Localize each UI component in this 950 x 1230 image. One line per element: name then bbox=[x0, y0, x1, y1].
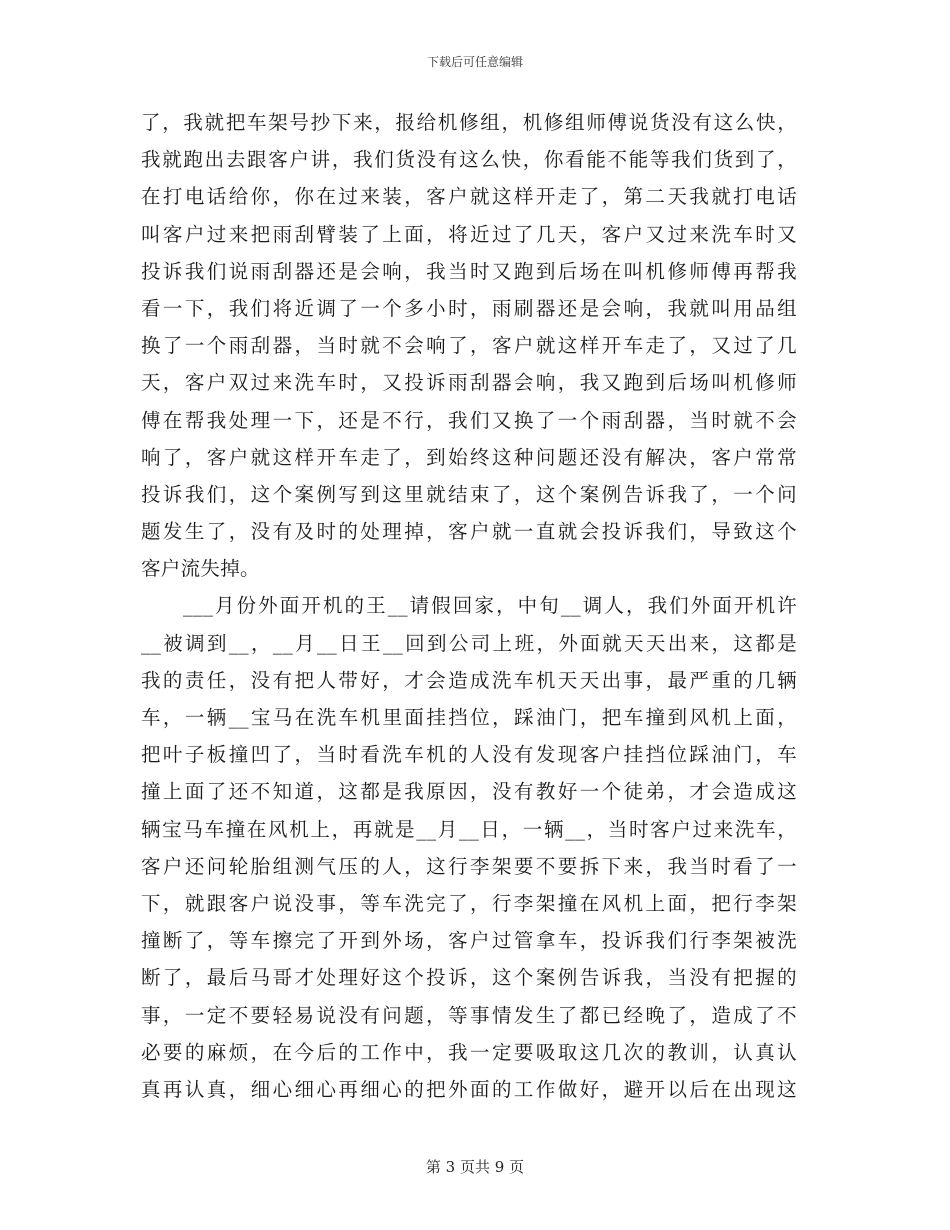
body-text bbox=[141, 104, 797, 1108]
text-line: 断了，最后马哥才处理好这个投诉，这个案例告诉我，当没有把握的 bbox=[141, 966, 797, 990]
text-line: 下，就跟客户说没事，等车洗完了，行李架撞在风机上面，把行李架 bbox=[141, 891, 797, 915]
text-line: 车，一辆__宝马在洗车机里面挂挡位，踩油门，把车撞到风机上面， bbox=[141, 706, 797, 729]
text-line: 我的责任，没有把人带好，才会造成洗车机天天出事，最严重的几辆 bbox=[141, 668, 797, 692]
text-line: 撞断了，等车擦完了开到外场，客户过管拿车，投诉我们行李架被洗 bbox=[141, 929, 797, 953]
text-line: 天，客户双过来洗车时，又投诉雨刮器会响，我又跑到后场叫机修师 bbox=[141, 371, 797, 395]
text-line: 在打电话给你，你在过来装，客户就这样开走了，第二天我就打电话 bbox=[141, 185, 797, 209]
text-line: 傅在帮我处理一下，还是不行，我们又换了一个雨刮器，当时就不会 bbox=[141, 408, 797, 432]
text-line: 真再认真，细心细心再细心的把外面的工作做好，避开以后在出现这 bbox=[141, 1077, 797, 1101]
text-line: 事，一定不要轻易说没有问题，等事情发生了都已经晚了，造成了不 bbox=[141, 1003, 797, 1027]
text-line: 叫客户过来把雨刮臂装了上面，将近过了几天，客户又过来洗车时又 bbox=[141, 222, 797, 246]
text-line: 投诉我们，这个案例写到这里就结束了，这个案例告诉我了，一个问 bbox=[141, 482, 797, 506]
text-line: 必要的麻烦，在今后的工作中，我一定要吸取这几次的教训，认真认 bbox=[141, 1040, 797, 1064]
text-line: 客户还问轮胎组测气压的人，这行李架要不要拆下来，我当时看了一 bbox=[141, 854, 797, 878]
text-line: 把叶子板撞凹了，当时看洗车机的人没有发现客户挂挡位踩油门，车 bbox=[141, 743, 797, 767]
text-line: __被调到__，__月__日王__回到公司上班，外面就天天出来，这都是 bbox=[141, 631, 797, 655]
text-line: 看一下，我们将近调了一个多小时，雨刷器还是会响，我就叫用品组 bbox=[141, 296, 797, 320]
text-line: 题发生了，没有及时的处理掉，客户就一直就会投诉我们，导致这个 bbox=[141, 520, 797, 544]
page-header: 下载后可任意编辑 bbox=[426, 55, 523, 69]
text-line: 响了，客户就这样开车走了，到始终这种问题还没有解决，客户常常 bbox=[141, 445, 797, 469]
page-footer: 第 3 页共 9 页 bbox=[425, 1158, 525, 1176]
text-line: 辆宝马车撞在风机上，再就是__月__日，一辆__，当时客户过来洗车， bbox=[141, 817, 797, 841]
text-line: 换了一个雨刮器，当时就不会响了，客户就这样开车走了，又过了几 bbox=[141, 334, 797, 358]
text-line: 了，我就把车架号抄下来，报给机修组，机修组师傅说货没有这么快， bbox=[141, 111, 797, 134]
text-line: 投诉我们说雨刮器还是会响，我当时又跑到后场在叫机修师傅再帮我 bbox=[141, 259, 797, 283]
text-line: 客户流失掉。 bbox=[141, 557, 260, 581]
paragraph-first-line: ___月份外面开机的王__请假回家，中旬__调人，我们外面开机许 bbox=[183, 594, 797, 618]
text-line: 撞上面了还不知道，这都是我原因，没有教好一个徒弟，才会造成这 bbox=[141, 780, 797, 804]
text-line: 我就跑出去跟客户讲，我们货没有这么快，你看能不能等我们货到了， bbox=[141, 148, 797, 172]
